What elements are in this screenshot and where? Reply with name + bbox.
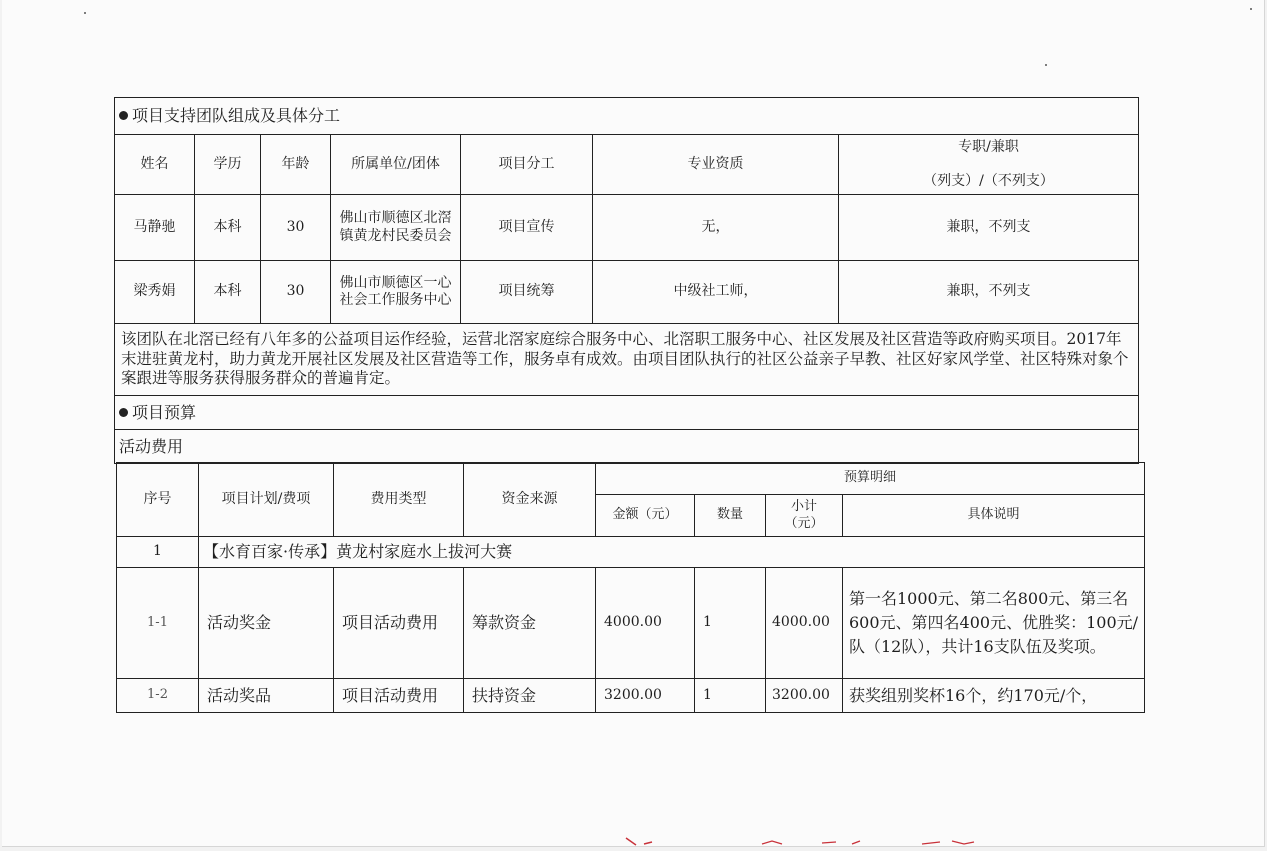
team-table [114, 97, 1139, 464]
col-header-type-line2: （列支）/（不列支） [923, 172, 1054, 189]
document-page [2, 0, 1265, 847]
cell-desc: 第一名1000元、第二名800元、第三名600元、第四名400元、优胜奖：100元/队（12队），共计16支队伍及奖项。 [843, 568, 1145, 679]
cell-plan: 活动奖金 [199, 568, 334, 679]
col-header-subtotal-line1: 小计 [790, 499, 817, 515]
cell-type: 兼职，不列支 [839, 195, 1139, 261]
col-header-detail-group: 预算明细 [596, 463, 1145, 495]
cell-unit: 佛山市顺德区北滘镇黄龙村民委员会 [331, 195, 461, 261]
scan-speck [84, 12, 86, 14]
cell-source: 扶持资金 [464, 679, 596, 713]
team-description: 该团队在北滘已经有八年多的公益项目运作经验，运营北滘家庭综合服务中心、北滘职工服务中心、社区发展及社区营造等政府购买项目。2017年末进驻黄龙村，助力黄龙开展社区发展及社区营造等工作，服务卓有成效。由项目团队执行的社区公益亲子早教、社区好家风学堂、社区特殊对象个案跟进等服务获得服务群众的普遍肯定。 [115, 324, 1139, 396]
cell-role: 项目宣传 [461, 195, 593, 261]
col-header-edu: 学历 [195, 135, 261, 195]
col-header-seq: 序号 [117, 463, 199, 537]
col-header-unit: 所属单位/团体 [331, 135, 461, 195]
budget-subheading: 活动费用 [115, 430, 1139, 464]
cell-cost-type: 项目活动费用 [334, 679, 464, 713]
scan-speck [1250, 8, 1252, 10]
cell-name: 马静驰 [115, 195, 195, 261]
team-section-heading: 项目支持团队组成及具体分工 [115, 98, 1139, 135]
col-header-age: 年龄 [261, 135, 331, 195]
col-header-type [839, 135, 1139, 195]
cell-name: 梁秀娟 [115, 261, 195, 324]
cell-amount: 3200.00 [596, 679, 695, 713]
cell-role: 项目统筹 [461, 261, 593, 324]
budget-header-row [117, 463, 1145, 495]
cell-age: 30 [261, 261, 331, 324]
col-header-type-line1: 专职/兼职 [958, 139, 1019, 155]
col-header-amount: 金额（元） [596, 495, 695, 537]
col-header-name: 姓名 [115, 135, 195, 195]
cell-age: 30 [261, 195, 331, 261]
cell-qty: 1 [695, 679, 766, 713]
table-row [117, 568, 1145, 679]
cell-seq: 1-2 [117, 679, 199, 713]
col-header-subtotal-line2: （元） [784, 515, 824, 531]
col-header-qty: 数量 [695, 495, 766, 537]
table-row [117, 679, 1145, 713]
table-row [115, 195, 1139, 261]
cell-desc: 获奖组别奖杯16个，约170元/个， [843, 679, 1145, 713]
budget-table [116, 462, 1145, 713]
col-header-desc: 具体说明 [843, 495, 1145, 537]
seal-fragment-mark [622, 836, 1022, 846]
cell-seq: 1-1 [117, 568, 199, 679]
cell-qual: 中级社工师， [593, 261, 839, 324]
cell-source: 筹款资金 [464, 568, 596, 679]
col-header-cost-type: 费用类型 [334, 463, 464, 537]
scan-speck [1045, 64, 1047, 66]
budget-section-heading: 项目预算 [115, 396, 1139, 430]
col-header-role: 项目分工 [461, 135, 593, 195]
col-header-plan: 项目计划/费项 [199, 463, 334, 537]
col-header-qual: 专业资质 [593, 135, 839, 195]
col-header-source: 资金来源 [464, 463, 596, 537]
cell-qual: 无， [593, 195, 839, 261]
col-header-subtotal [766, 495, 843, 537]
cell-subtotal: 3200.00 [766, 679, 843, 713]
cell-subtotal: 4000.00 [766, 568, 843, 679]
cell-amount: 4000.00 [596, 568, 695, 679]
cell-edu: 本科 [195, 195, 261, 261]
cell-type: 兼职，不列支 [839, 261, 1139, 324]
cell-plan: 活动奖品 [199, 679, 334, 713]
cell-unit: 佛山市顺德区一心社会工作服务中心 [331, 261, 461, 324]
group-row [117, 537, 1145, 568]
cell-cost-type: 项目活动费用 [334, 568, 464, 679]
bullet-icon [119, 408, 128, 417]
cell-group-seq: 1 [117, 537, 199, 568]
cell-qty: 1 [695, 568, 766, 679]
cell-edu: 本科 [195, 261, 261, 324]
bullet-icon [119, 111, 128, 120]
table-row [115, 261, 1139, 324]
team-header-row [115, 135, 1139, 195]
cell-group-title: 【水育百家·传承】黄龙村家庭水上拔河大赛 [199, 537, 1145, 568]
